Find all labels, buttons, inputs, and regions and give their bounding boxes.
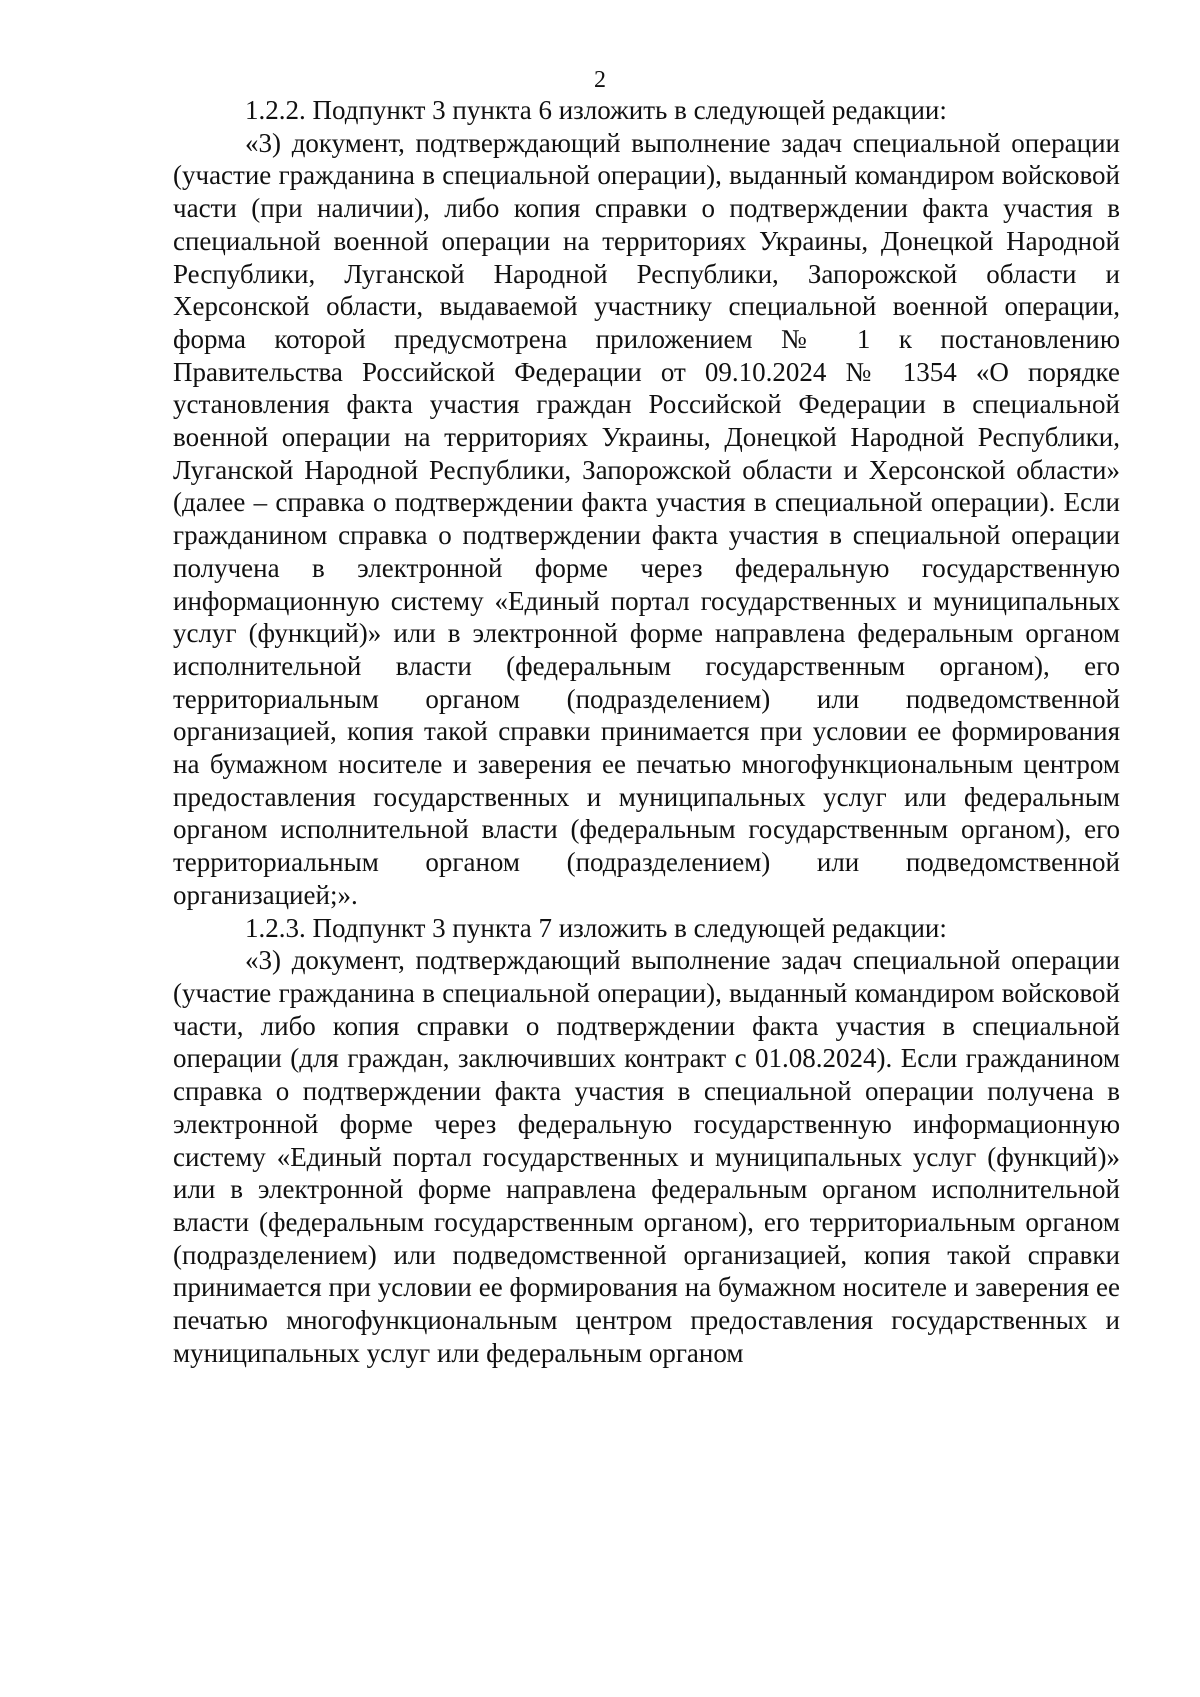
paragraph-1-2-2-text: «3) документ, подтверждающий выполнение задач специальной операции (участие гражданина в специальной операции), выданный командиром войсковой части (при наличии), либо копия справки о подтверждении факта участия в специальной военной операции на территориях Украины, Донецкой Народной Республики, Луганской Народной Республики, Запорожской области и Херсонской области, выдаваемой участнику специальной военной операции, форма которой предусмотрена приложением № 1 к постановлению Правительства Российской Федерации от 09.10.2024 № 1354 «О порядке установления факта участия граждан Российской Федерации в специальной военной операции на территориях Украины, Донецкой Народной Республики, Луганской Народной Республики, Запорожской области и Херсонской области» (далее – справка о подтверждении факта участия в специальной операции). Если гражданином справка о подтверждении факта участия в специальной операции получена в электронной форме через федеральную государственную информационную систему «Единый портал государственных и муниципальных услуг (функций)» или в электронной форме направлена федеральным органом исполнительной власти (федеральным государственным органом), его территориальным органом (подразделением) или подведомственной организацией, копия такой справки принимается при условии ее формирования на бумажном носителе и заверения ее печатью многофункциональным центром предоставления государственных и муниципальных услуг или федеральным органом исполнительной власти (федеральным государственным органом), его территориальным органом (подразделением) или подведомственной организацией;». xyxy=(173,127,1120,910)
paragraph-1-2-3-text: «3) документ, подтверждающий выполнение задач специальной операции (участие гражданина в специальной операции), выданный командиром войсковой части, либо копия справки о подтверждении факта участия в специальной операции (для граждан, заключивших контракт с 01.08.2024). Если гражданином справка о подтверждении факта участия в специальной операции получена в электронной форме через федеральную государственную информационную систему «Единый портал государственных и муниципальных услуг (функций)» или в электронной форме направлена федеральным органом исполнительной власти (федеральным государственным органом), его территориальным органом (подразделением) или подведомственной организацией, копия такой справки принимается при условии ее формирования на бумажном носителе и заверения ее печатью многофункциональным центром предоставления государственных и муниципальных услуг или федеральным органом xyxy=(173,945,1120,1368)
document-body xyxy=(173,94,1120,1369)
page-number: 2 xyxy=(594,67,606,93)
paragraph-1-2-3-heading: 1.2.3. Подпункт 3 пункта 7 изложить в следующей редакции: xyxy=(245,912,947,943)
paragraph-1-2-2-heading: 1.2.2. Подпункт 3 пункта 6 изложить в следующей редакции: xyxy=(245,95,947,125)
